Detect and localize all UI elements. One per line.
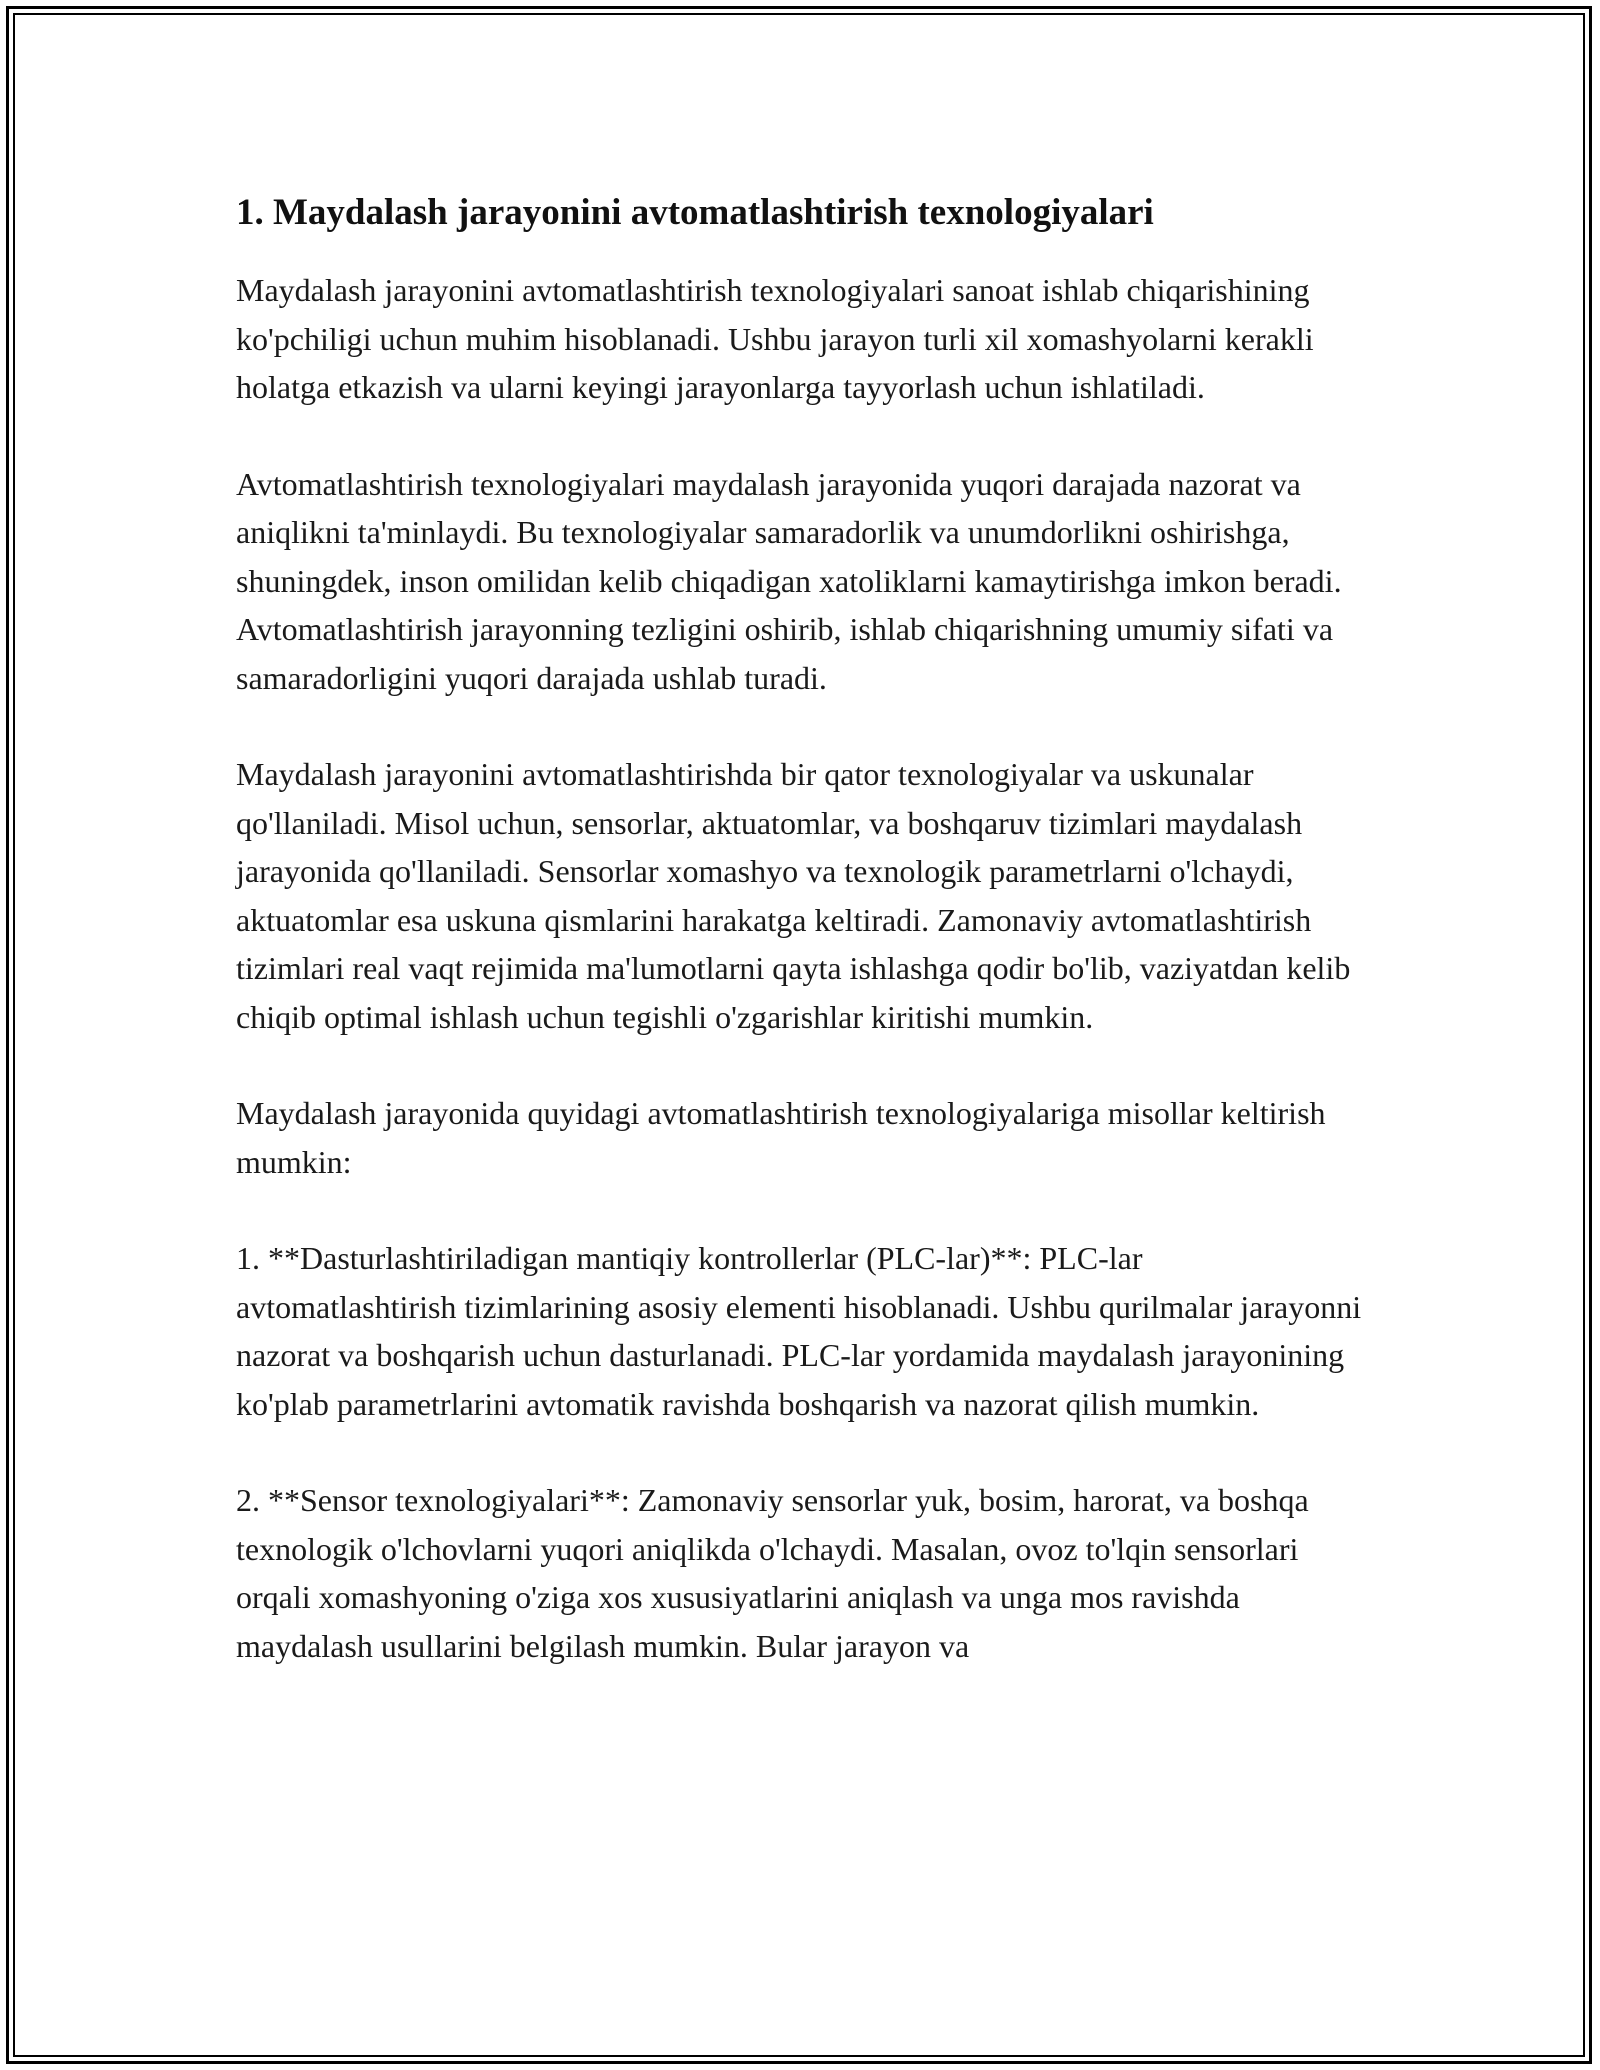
list-item-sensors: 2. **Sensor texnologiyalari**: Zamonaviy sensorlar yuk, bosim, harorat, va boshqa texnologik o'lchovlarni yuqori aniqlikda o'lchaydi. Masalan, ovoz to'lqin sensorlari orqali xomashyoning o'ziga xos xususiyatlarini aniqlash va unga mos ravishda maydalash usullarini belgilash mumkin. Bular jarayon va	[236, 1482, 1309, 1664]
paragraph-benefits: Avtomatlashtirish texnologiyalari maydalash jarayonida yuqori darajada nazorat va aniqlikni ta'minlaydi. Bu texnologiyalar samaradorlik va unumdorlikni oshirishga, shuningdek, inson omilidan kelib chiqadigan xatoliklarni kamaytirishga imkon beradi. Avtomatlashtirish jarayonning tezligini oshirib, ishlab chiqarishning umumiy sifati va samaradorligini yuqori darajada ushlab turadi.	[236, 465, 1342, 696]
document-body	[236, 186, 1366, 1718]
page-title: 1. Maydalash jarayonini avtomatlashtirish texnologiyalari	[236, 192, 1154, 233]
paragraph-intro: Maydalash jarayonini avtomatlashtirish texnologiyalari sanoat ishlab chiqarishining ko'pchiligi uchun muhim hisoblanadi. Ushbu jarayon turli xil xomashyolarni kerakli holatga etkazish va ularni keyingi jarayonlarga tayyorlash uchun ishlatiladi.	[236, 272, 1314, 405]
paragraph-examples-intro: Maydalash jarayonida quyidagi avtomatlashtirish texnologiyalariga misollar keltirish mumkin:	[236, 1095, 1326, 1180]
paragraph-equipment: Maydalash jarayonini avtomatlashtirishda bir qator texnologiyalar va uskunalar qo'llaniladi. Misol uchun, sensorlar, aktuatomlar, va boshqaruv tizimlari maydalash jarayonida qo'llaniladi. Sensorlar xomashyo va texnologik parametrlarni o'lchaydi, aktuatomlar esa uskuna qismlarini harakatga keltiradi. Zamonaviy avtomatlashtirish tizimlari real vaqt rejimida ma'lumotlarni qayta ishlashga qodir bo'lib, vaziyatdan kelib chiqib optimal ishlash uchun tegishli o'zgarishlar kiritishi mumkin.	[236, 756, 1351, 1035]
list-item-plc: 1. **Dasturlashtiriladigan mantiqiy kontrollerlar (PLC-lar)**: PLC-lar avtomatlashtirish tizimlarining asosiy elementi hisoblanadi. Ushbu qurilmalar jarayonni nazorat va boshqarish uchun dasturlanadi. PLC-lar yordamida maydalash jarayonining ko'plab parametrlarini avtomatik ravishda boshqarish va nazorat qilish mumkin.	[236, 1240, 1362, 1422]
